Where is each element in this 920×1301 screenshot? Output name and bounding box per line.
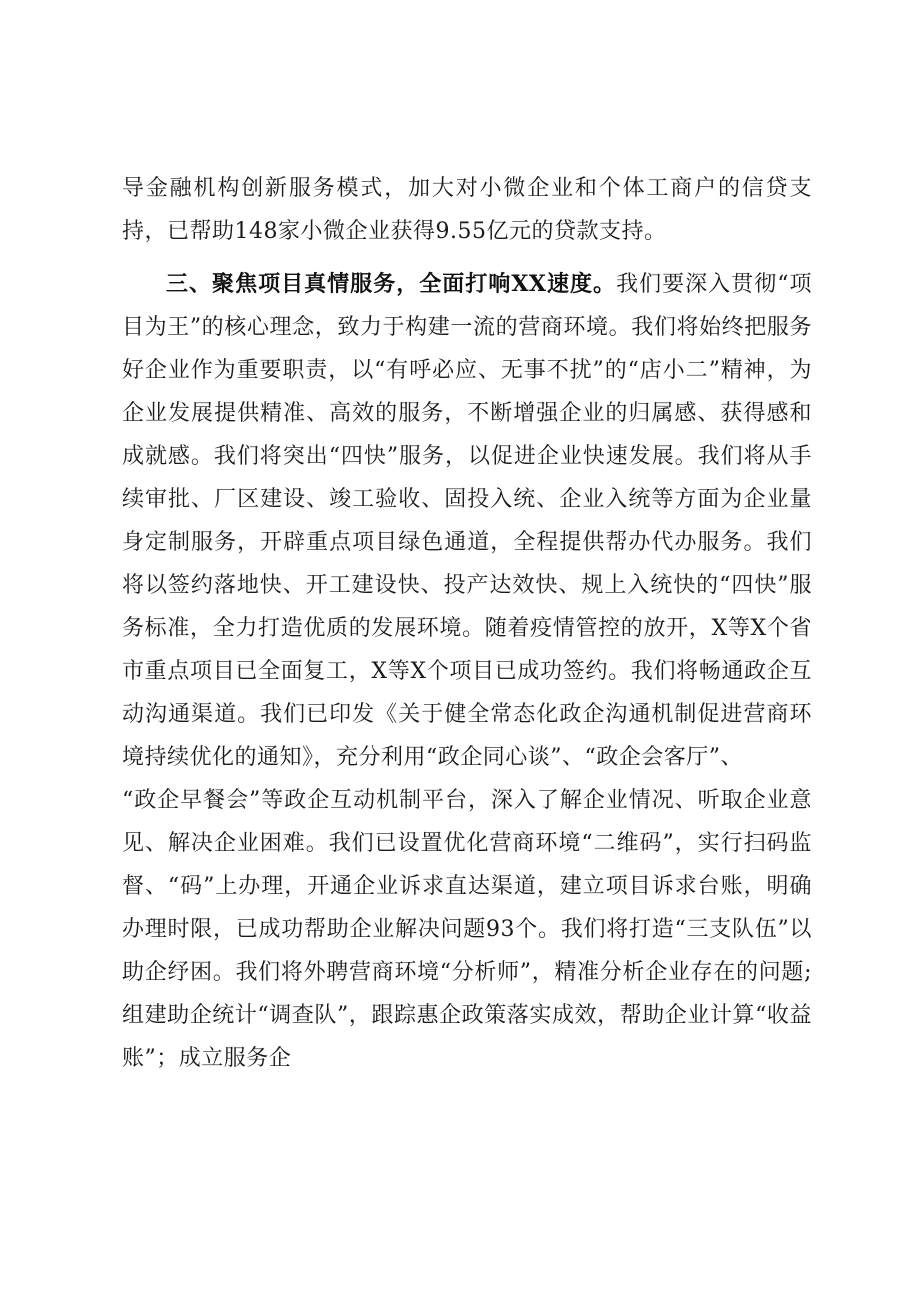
paragraph-section-three xyxy=(122,263,812,779)
section-three-body: 我们要深入贯彻“项目为王”的核心理念，致力于构建一流的营商环境。我们将始终把服务好企业作为重要职责，以“有呼必应、无事不扰”的“店小二”精神，为企业发展提供精准、高效的服务，不断增强企业的归属感、获得感和成就感。我们将突出“四快”服务，以促进企业快速发展。我们将从手续审批、厂区建设、竣工验收、固投入统、企业入统等方面为企业量身定制服务，开辟重点项目绿色通道，全程提供帮办代办服务。我们将以签约落地快、开工建设快、投产达效快、规上入统快的“四快”服务标准，全力打造优质的发展环境。随着疫情管控的放开，X等X个省市重点项目已全面复工，X等X个项目已成功签约。我们将畅通政企互动沟通渠道。我们已印发《关于健全常态化政企沟通机制促进营商环境持续优化的通知》，充分利用“政企同心谈”、“政企会客厅”、 xyxy=(122,272,813,770)
paragraph-loan-support-block xyxy=(122,167,812,253)
section-three-block xyxy=(122,263,812,1080)
paragraph-loan-support: 导金融机构创新服务模式，加大对小微企业和个体工商户的信贷支持，已帮助148家小微企业获得9.55亿元的贷款支持。 xyxy=(122,176,812,244)
paragraph-enterprise-platforms: “政企早餐会”等政企互动机制平台，深入了解企业情况、听取企业意见、解决企业困难。我们已设置优化营商环境“二维码”，实行扫码监督、“码”上办理，开通企业诉求直达渠道，建立项目诉求台账，明确办理时限，已成功帮助企业解决问题93个。我们将打造“三支队伍”以助企纾困。我们将外聘营商环境“分析师”，精准分析企业存在的问题;组建助企统计“调查队”，跟踪惠企政策落实成效，帮助企业计算“收益账”；成立服务企 xyxy=(122,788,812,1071)
section-three-heading: 三、聚焦项目真情服务，全面打响XX速度。 xyxy=(166,271,617,297)
